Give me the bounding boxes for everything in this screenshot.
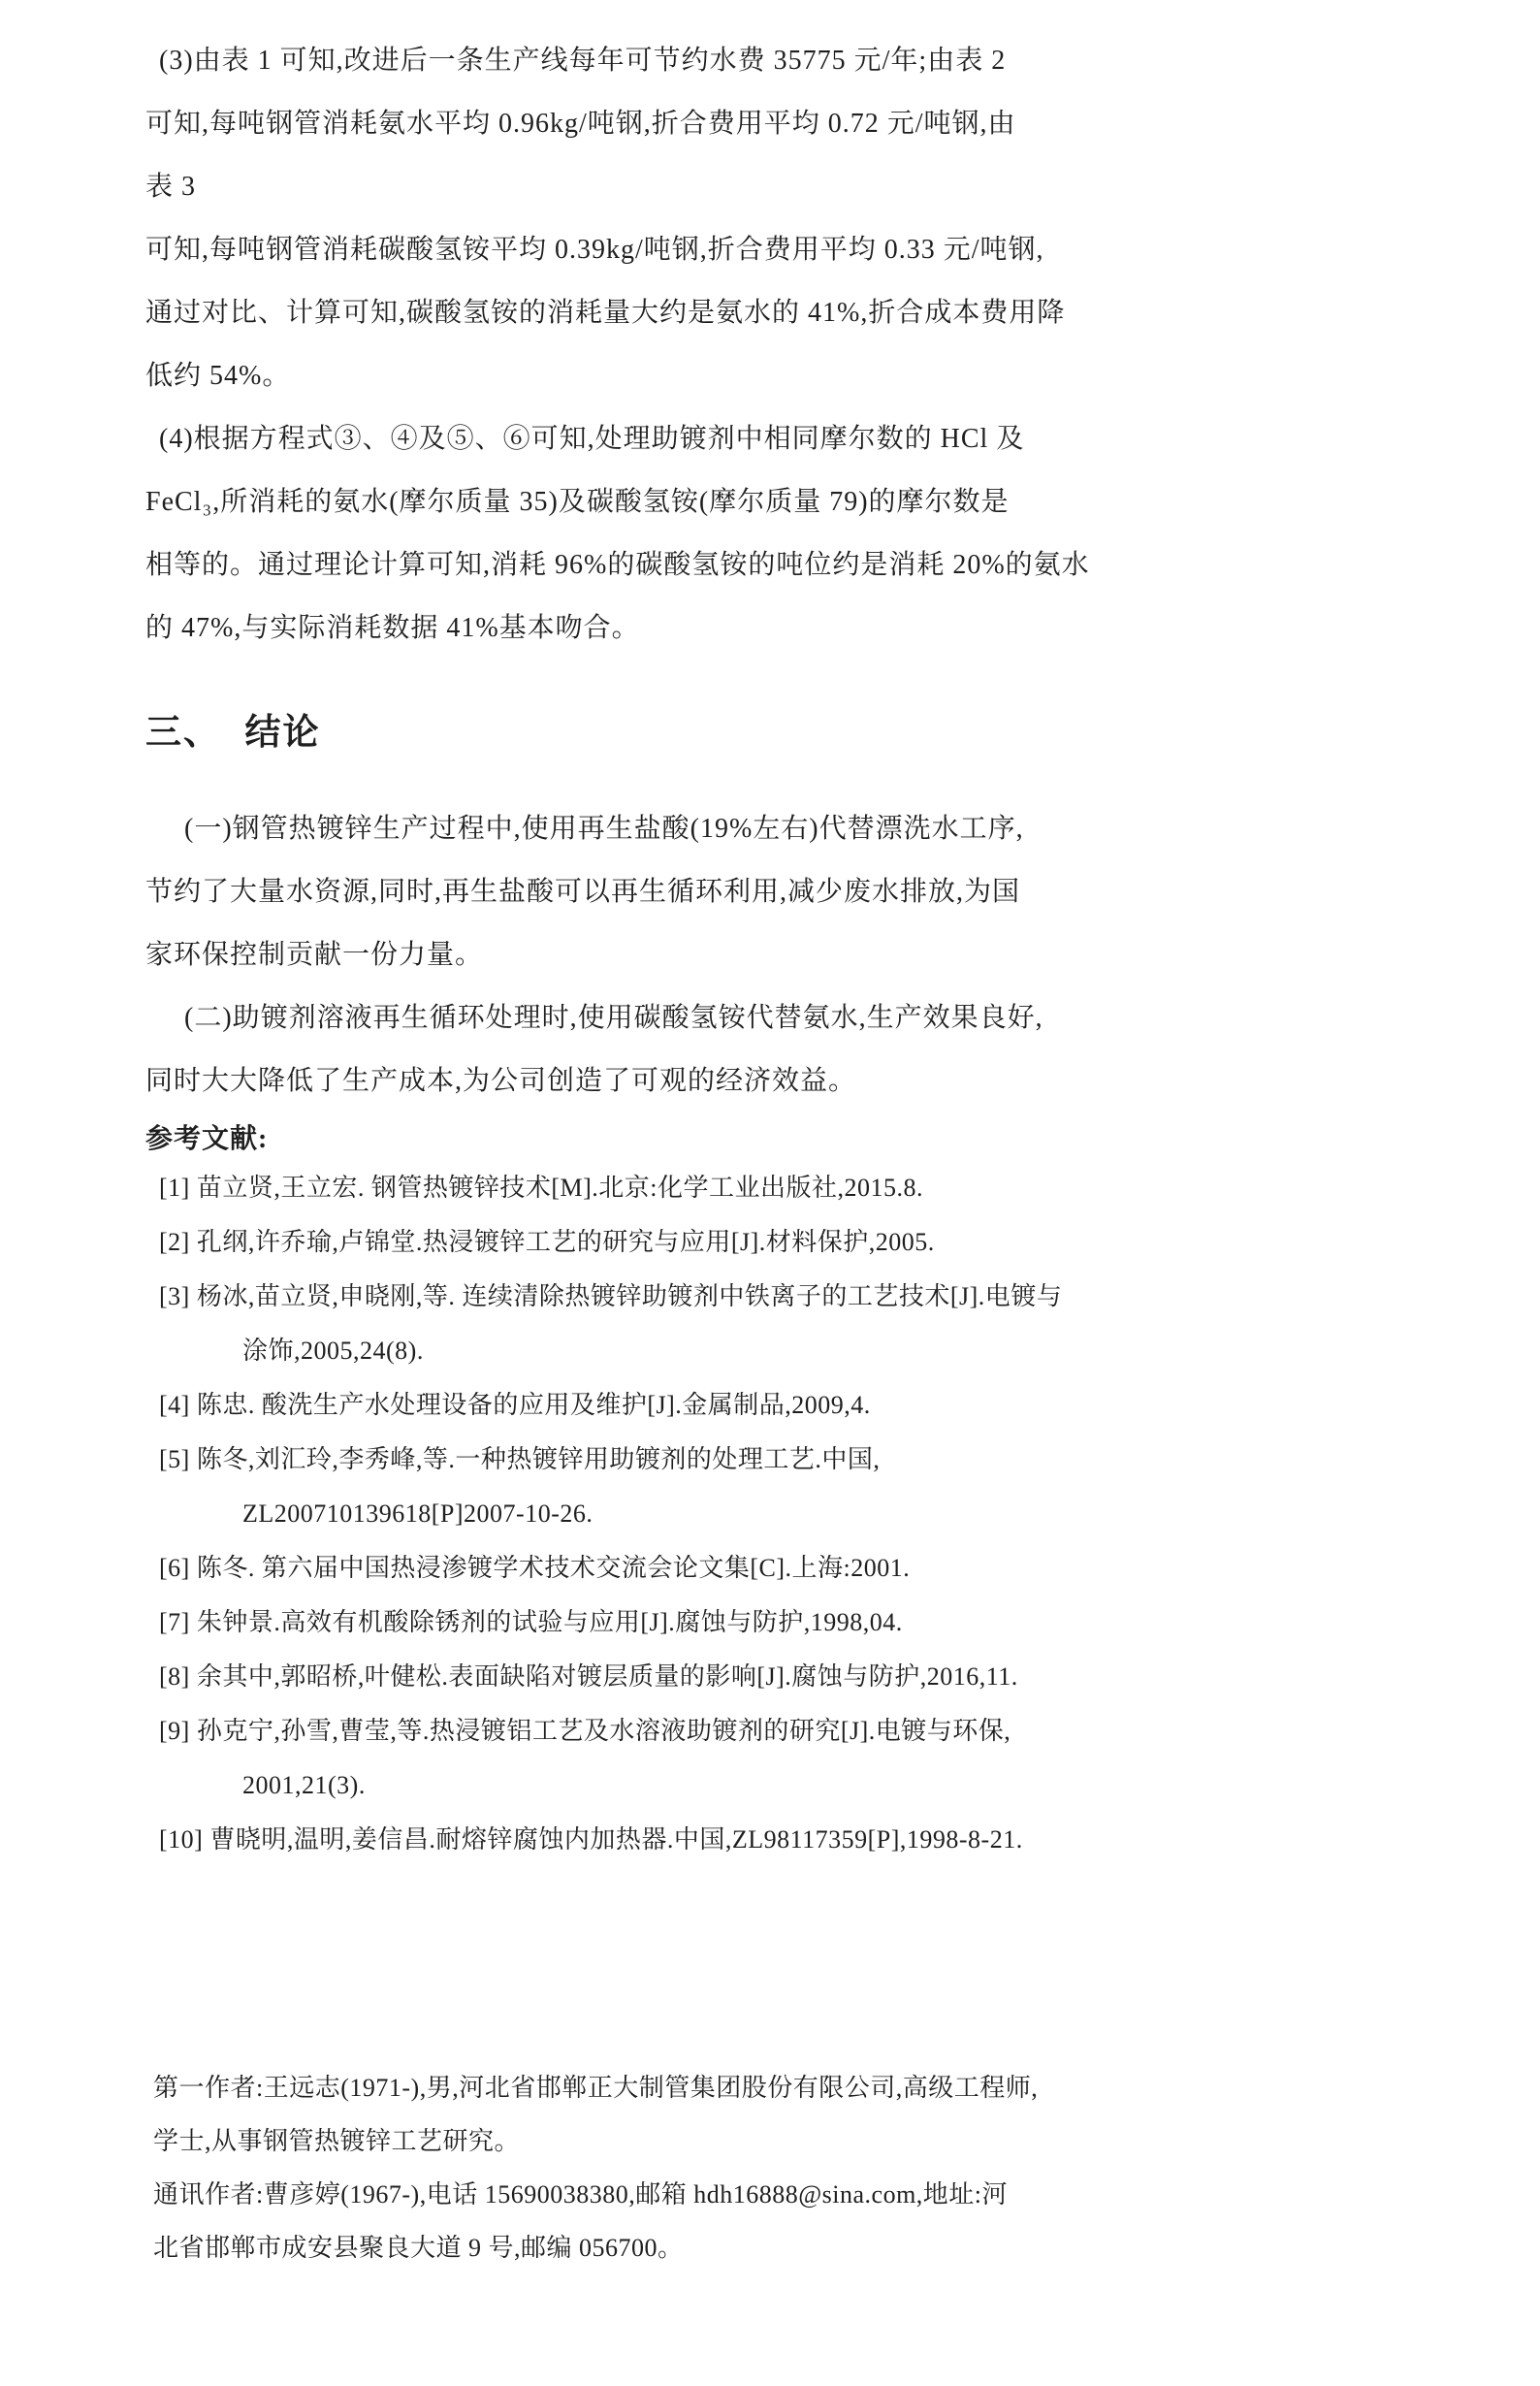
paragraph-line: (3)由表 1 可知,改进后一条生产线每年可节约水费 35775 元/年;由表 2 [159,46,1007,76]
author-note-line: 学士,从事钢管热镀锌工艺研究。 [153,2127,521,2155]
section-heading-conclusion: 三、 结论 [145,712,321,752]
paragraph-line: 节约了大量水资源,同时,再生盐酸可以再生循环利用,减少废水排放,为国 [145,877,1021,907]
author-notes [145,2061,1039,2274]
author-note-line: 北省邯郸市成安县聚良大道 9 号,邮编 056700。 [153,2234,684,2262]
reference-item-continuation: 涂饰,2005,24(8). [242,1337,424,1365]
reference-item: [10] 曹晓明,温明,姜信昌.耐熔锌腐蚀内加热器.中国,ZL98117359[P],1998-8-21. [159,1825,1023,1854]
reference-item-continuation: 2001,21(3). [242,1771,366,1799]
reference-item: [3] 杨冰,苗立贤,申晓刚,等. 连续清除热镀锌助镀剂中铁离子的工艺技术[J].电镀与 [159,1282,1063,1310]
author-note-line: 通讯作者:曹彦婷(1967-),电话 15690038380,邮箱 hdh16888@sina.com,地址:河 [153,2180,1009,2209]
reference-item: [1] 苗立贤,王立宏. 钢管热镀锌技术[M].北京:化学工业出版社,2015.8. [159,1174,923,1202]
reference-item: [6] 陈冬. 第六届中国热浸渗镀学术技术交流会论文集[C].上海:2001. [159,1554,911,1582]
paragraph-line: FeCl₃,所消耗的氨水(摩尔质量 35)及碳酸氢铵(摩尔质量 79)的摩尔数是 [145,487,1010,517]
paragraph-line: 可知,每吨钢管消耗氨水平均 0.96kg/吨钢,折合费用平均 0.72 元/吨钢,由 [145,109,1016,139]
references-list [145,1161,1063,1867]
reference-item: [2] 孔纲,许乔瑜,卢锦堂.热浸镀锌工艺的研究与应用[J].材料保护,2005. [159,1228,935,1256]
paragraph-line: 低约 54%。 [145,361,291,391]
reference-item: [5] 陈冬,刘汇玲,李秀峰,等.一种热镀锌用助镀剂的处理工艺.中国, [159,1445,881,1473]
paragraph-line: 相等的。通过理论计算可知,消耗 96%的碳酸氢铵的吨位约是消耗 20%的氨水 [145,550,1090,580]
reference-item: [4] 陈忠. 酸洗生产水处理设备的应用及维护[J].金属制品,2009,4. [159,1391,871,1419]
reference-item: [8] 余其中,郭昭桥,叶健松.表面缺陷对镀层质量的影响[J].腐蚀与防护,2016,11. [159,1662,1018,1691]
paragraph-line: 的 47%,与实际消耗数据 41%基本吻合。 [145,613,640,643]
paragraph-line: (二)助镀剂溶液再生循环处理时,使用碳酸氢铵代替氨水,生产效果良好, [184,1003,1043,1033]
paragraph-line: 通过对比、计算可知,碳酸氢铵的消耗量大约是氨水的 41%,折合成本费用降 [145,298,1066,328]
paragraph-line: 表 3 [145,172,197,202]
conclusion-paragraphs [145,797,1043,1112]
paragraph-line: (一)钢管热镀锌生产过程中,使用再生盐酸(19%左右)代替漂洗水工序, [184,814,1024,844]
paragraph-line: 同时大大降低了生产成本,为公司创造了可观的经济效益。 [145,1066,857,1096]
author-note-line: 第一作者:王远志(1971-),男,河北省邯郸正大制管集团股份有限公司,高级工程师, [153,2074,1039,2102]
reference-item: [9] 孙克宁,孙雪,曹莹,等.热浸镀铝工艺及水溶液助镀剂的研究[J].电镀与环保, [159,1717,1011,1745]
references-heading: 参考文献: [145,1124,269,1154]
paragraph-line: 家环保控制贡献一份力量。 [145,940,484,970]
results-paragraphs [145,29,1090,660]
reference-item: [7] 朱钟景.高效有机酸除锈剂的试验与应用[J].腐蚀与防护,1998,04. [159,1608,903,1636]
reference-item-continuation: ZL200710139618[P]2007-10-26. [242,1499,594,1528]
paragraph-line: 可知,每吨钢管消耗碳酸氢铵平均 0.39kg/吨钢,折合费用平均 0.33 元/吨钢, [145,235,1044,265]
paragraph-line: (4)根据方程式③、④及⑤、⑥可知,处理助镀剂中相同摩尔数的 HCl 及 [159,424,1025,454]
